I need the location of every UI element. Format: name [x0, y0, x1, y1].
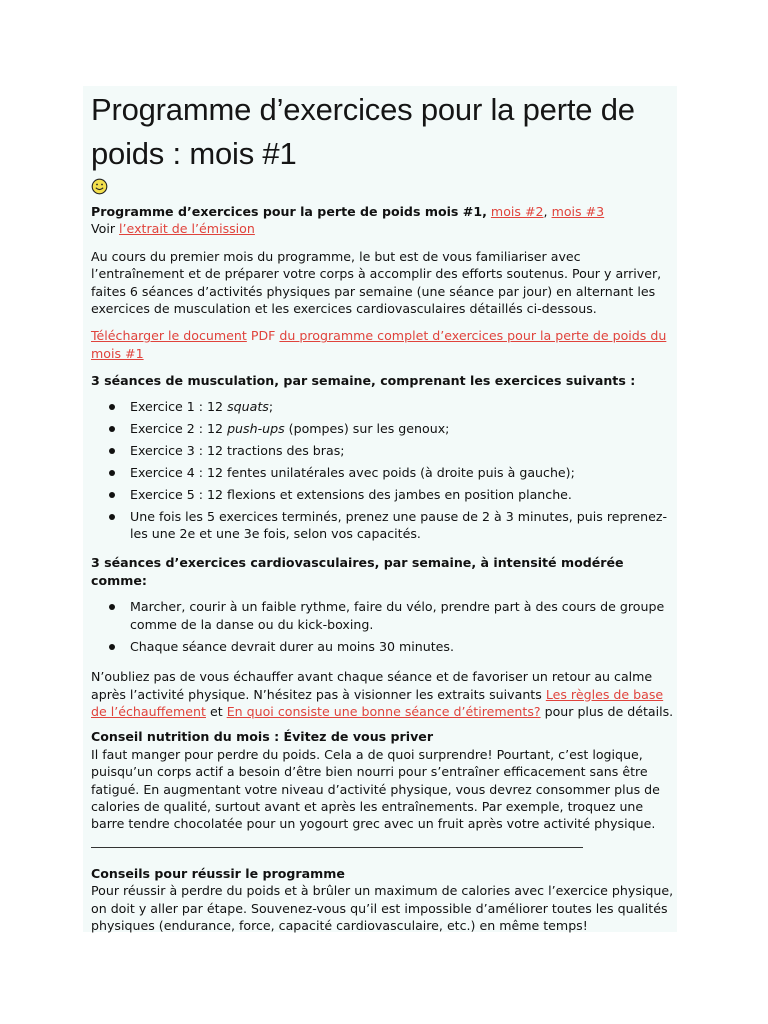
warmup-paragraph: N’oubliez pas de vous échauffer avant chaque séance et de favoriser un retour au calme après l’activité physique. N’hésitez pas à visionner les extraits suivants Les règles de base de l’échauffement et En quoi consiste une bonne séance d’étirements? pour plus de détails. — [91, 669, 674, 719]
separator-comma: , — [543, 204, 548, 219]
cardio-heading: 3 séances d’exercices cardiovasculaires, par semaine, à intensité modérée comme: — [91, 555, 624, 588]
link-extrait-emission[interactable]: l’extrait de l’émission — [119, 221, 255, 237]
program-links — [91, 203, 675, 238]
tips-paragraph: Pour réussir à perdre du poids et à brûler un maximum de calories avec l’exercice physique, on doit y aller par étape. Souvenez-vous qu’il est impossible d’améliorer toutes les qualités physiques (endurance, force, capacité cardiovasculaire, etc.) en même temps! — [91, 883, 674, 933]
voir-label: Voir — [91, 221, 116, 237]
list-item: Exercice 4 : 12 fentes unilatérales avec poids (à droite puis à gauche); — [130, 464, 675, 481]
link-mois-3[interactable]: mois #3 — [551, 204, 605, 219]
list-item: Marcher, courir à un faible rythme, faire du vélo, prendre part à des cours de groupe comme de la danse ou du kick-boxing. — [130, 598, 675, 633]
list-item: Chaque séance devrait durer au moins 30 minutes. — [130, 638, 675, 655]
link-echauffement[interactable]: Les règles de base de l’échauffement — [91, 686, 664, 719]
divider — [91, 847, 583, 848]
download-link-part-3[interactable]: du programme complet d’exercices pour la perte de poids du mois #1 — [91, 328, 667, 361]
link-etirements[interactable]: En quoi consiste une bonne séance d’étirements? — [226, 703, 541, 719]
download-link-part-1[interactable]: Télécharger le document — [91, 328, 247, 344]
smiley-icon — [91, 178, 108, 195]
program-title-label: Programme d’exercices pour la perte de poids mois #1, — [91, 204, 487, 219]
tips-heading: Conseils pour réussir le programme — [91, 865, 345, 881]
musculation-list — [91, 398, 675, 543]
page-title: Programme d’exercices pour la perte de poids : mois #1 — [91, 92, 635, 171]
article — [91, 86, 675, 934]
list-item: Exercice 2 : 12 push-ups (pompes) sur les genoux; — [130, 420, 675, 437]
musculation-heading: 3 séances de musculation, par semaine, comprenant les exercices suivants : — [91, 373, 636, 389]
intro-paragraph: Au cours du premier mois du programme, le but est de vous familiariser avec l’entraînement et de préparer votre corps à accomplir des efforts soutenus. Pour y arriver, faites 6 séances d’activités physiques par semaine (une séance par jour) en alternant les exercices de musculation et les exercices cardiovasculaires détaillés ci-dessous. — [91, 248, 662, 317]
list-item: Exercice 5 : 12 flexions et extensions des jambes en position planche. — [130, 486, 675, 503]
cardio-list — [91, 598, 675, 655]
download-link[interactable] — [91, 327, 675, 362]
download-link-pdf[interactable]: PDF — [250, 328, 276, 344]
list-item: Exercice 3 : 12 tractions des bras; — [130, 442, 675, 459]
nutrition-heading: Conseil nutrition du mois : Évitez de vous priver — [91, 729, 434, 745]
link-mois-2[interactable]: mois #2 — [490, 204, 544, 219]
list-item: Une fois les 5 exercices terminés, prenez une pause de 2 à 3 minutes, puis reprenez-les une 2e et une 3e fois, selon vos capacités. — [130, 508, 675, 543]
list-item: Exercice 1 : 12 squats; — [130, 398, 675, 415]
nutrition-paragraph: Il faut manger pour perdre du poids. Cela a de quoi surprendre! Pourtant, c’est logique, puisqu’un corps actif a besoin d’être bien nourri pour s’entraîner efficacement sans être fatigué. En augmentant votre niveau d’activité physique, vous devrez consommer plus de calories de qualité, surtout avant et après les entraînements. Par exemple, troquez une barre tendre chocolatée pour un yogourt grec avec un fruit après votre activité physique. — [91, 746, 660, 832]
